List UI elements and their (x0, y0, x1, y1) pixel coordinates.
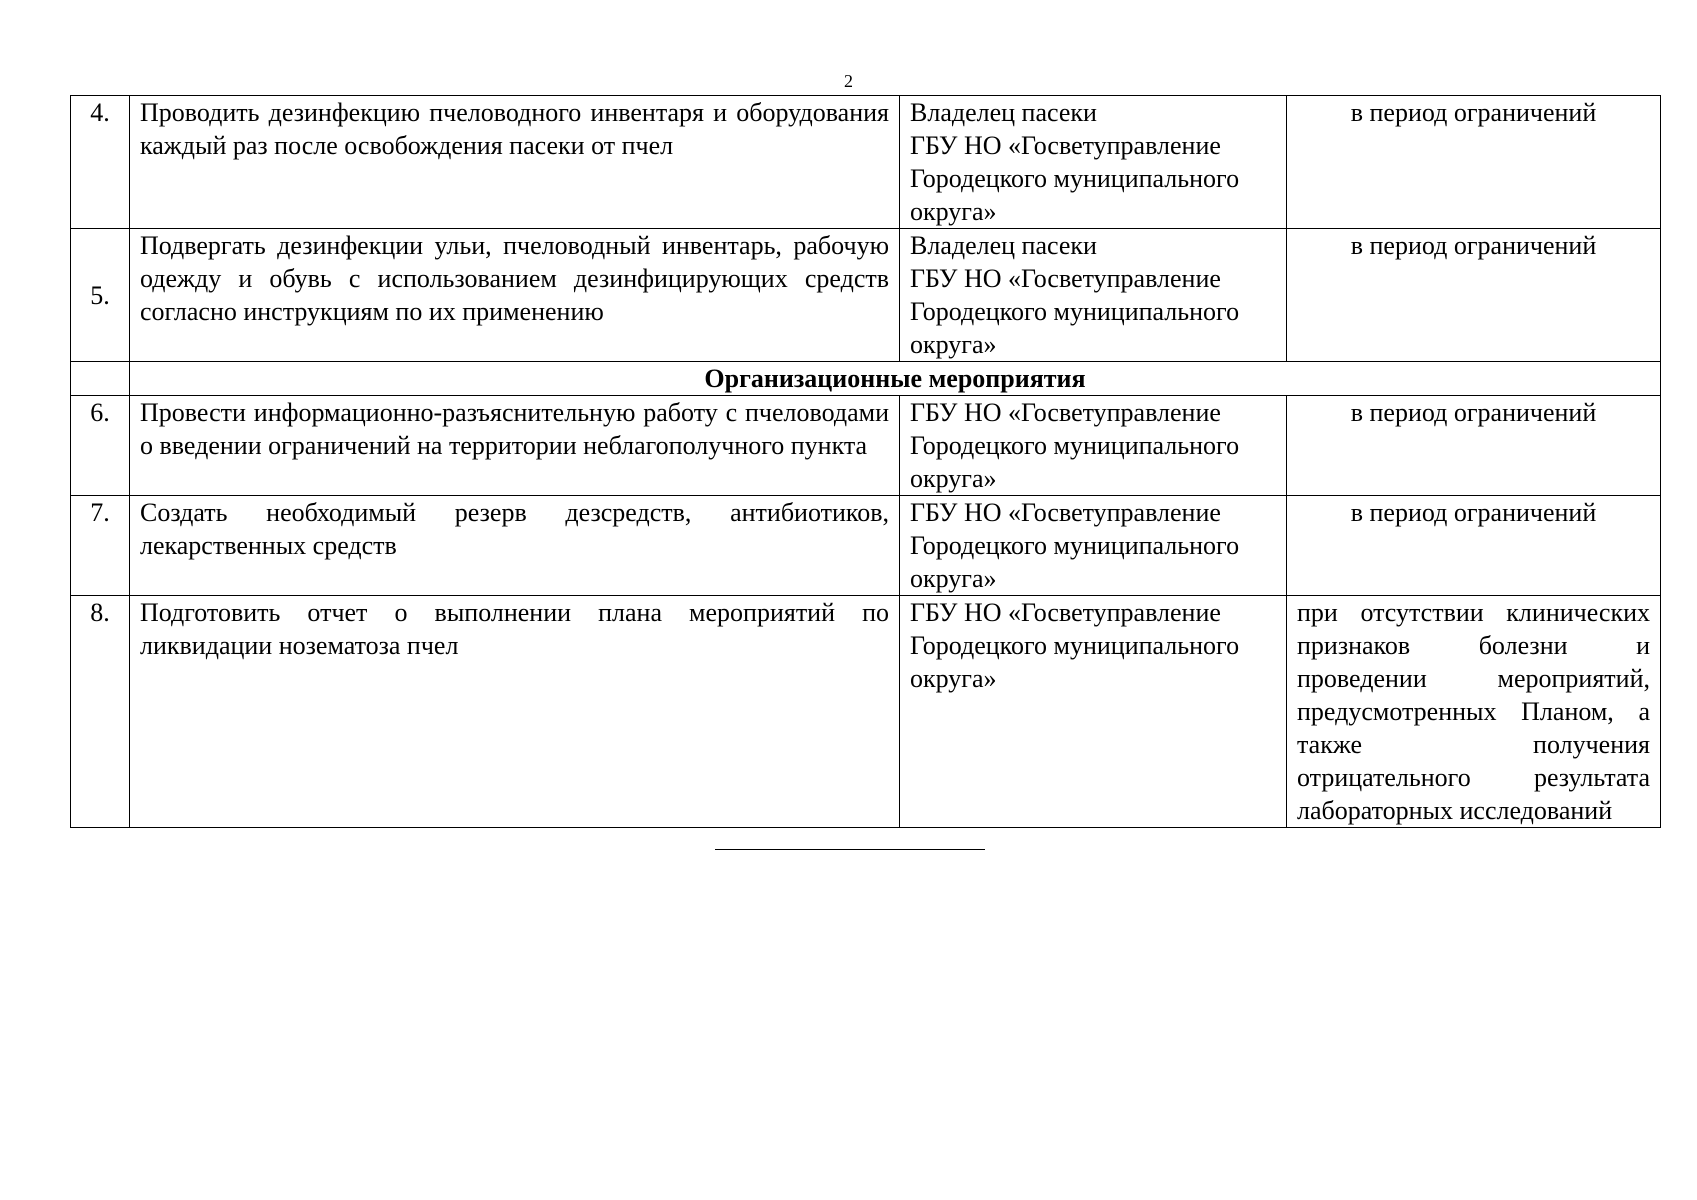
measures-table (70, 95, 1661, 828)
task-text: Проводить дезинфекцию пчеловодного инвентаря и оборудования каждый раз после освобождения пасеки от пчел (130, 96, 900, 229)
task-text: Создать необходимый резерв дезсредств, антибиотиков, лекарственных средств (130, 496, 900, 596)
page-number: 2 (844, 71, 853, 91)
responsible-text: ГБУ НО «Госветуправление Городецкого муниципального округа» (900, 496, 1287, 596)
responsible-text: ГБУ НО «Госветуправление Городецкого муниципального округа» (900, 396, 1287, 496)
end-rule (715, 849, 985, 850)
task-text: Подвергать дезинфекции ульи, пчеловодный инвентарь, рабочую одежду и обувь с использованием дезинфицирующих средств согласно инструкциям по их применению (130, 229, 900, 362)
term-text: при отсутствии клинических признаков болезни и проведении мероприятий, предусмотренных Планом, а также получения отрицательного результата лабораторных исследований (1287, 596, 1661, 828)
section-row (71, 362, 1661, 396)
table-row (71, 596, 1661, 828)
row-number: 4. (71, 96, 130, 229)
term-text: в период ограничений (1287, 396, 1661, 496)
responsible-line: ГБУ НО «Госветуправление Городецкого муниципального округа» (910, 264, 1240, 359)
table-row (71, 229, 1661, 362)
row-number: 6. (71, 396, 130, 496)
row-number: 8. (71, 596, 130, 828)
responsible-cell (900, 96, 1287, 229)
responsible-line: ГБУ НО «Госветуправление Городецкого муниципального округа» (910, 131, 1240, 226)
term-text: в период ограничений (1287, 229, 1661, 362)
section-number-cell (71, 362, 130, 396)
term-text: в период ограничений (1287, 96, 1661, 229)
responsible-cell (900, 229, 1287, 362)
table-row (71, 496, 1661, 596)
row-number: 7. (71, 496, 130, 596)
responsible-text: ГБУ НО «Госветуправление Городецкого муниципального округа» (900, 596, 1287, 828)
term-text: в период ограничений (1287, 496, 1661, 596)
responsible-line: Владелец пасеки (910, 98, 1097, 127)
task-text: Подготовить отчет о выполнении плана мероприятий по ликвидации нозематоза пчел (130, 596, 900, 828)
responsible-line: Владелец пасеки (910, 231, 1097, 260)
row-number: 5. (71, 229, 130, 362)
task-text: Провести информационно-разъяснительную работу с пчеловодами о введении ограничений на территории неблагополучного пункта (130, 396, 900, 496)
table-row (71, 396, 1661, 496)
section-title: Организационные мероприятия (130, 362, 1661, 396)
table-row (71, 96, 1661, 229)
